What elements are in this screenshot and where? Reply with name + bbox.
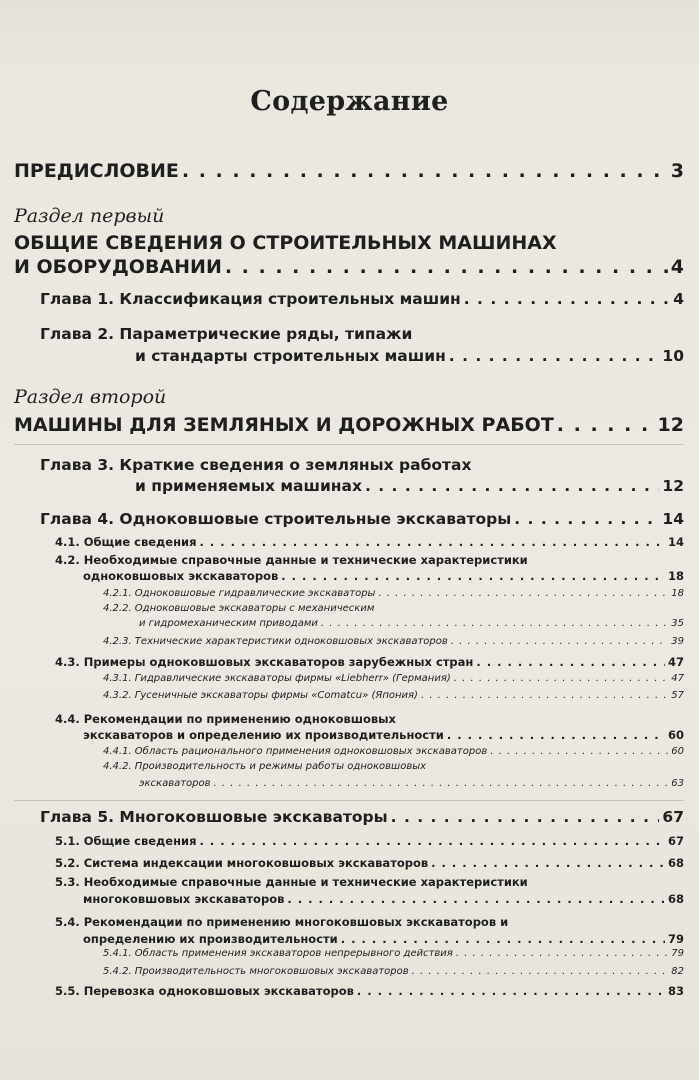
toc-entry-text: экскаваторов и определению их производительности <box>83 728 444 742</box>
toc-entry-section-5-1 <box>55 834 684 848</box>
toc-entry-text: 4.3. Примеры одноковшовых экскаваторов зарубежных стран <box>55 655 474 669</box>
part-label: Раздел второй <box>14 386 167 408</box>
toc-entry-text: Глава 1. Классификация строительных машин <box>40 290 461 308</box>
part-title-line: ОБЩИЕ СВЕДЕНИЯ О СТРОИТЕЛЬНЫХ МАШИНАХ <box>14 232 557 254</box>
divider <box>14 800 684 801</box>
subsection-title-line: 4.4.2. Производительность и режимы работы одноковшовых <box>103 761 427 772</box>
leader-dots <box>454 673 669 684</box>
toc-page-number: 57 <box>671 690 684 701</box>
toc-entry-subsection-4-3-2 <box>103 690 684 701</box>
toc-entry-subsection-4-4-2 <box>139 778 684 789</box>
toc-page-number: 68 <box>667 892 684 906</box>
toc-entry-subsection-5-4-2 <box>103 966 684 977</box>
toc-entry-section-5-3 <box>83 892 684 906</box>
toc-entry-chapter-1 <box>40 290 684 308</box>
leader-dots <box>421 690 668 701</box>
toc-entry-part1 <box>14 256 684 278</box>
toc-entry-subsection-4-3-1 <box>103 673 684 684</box>
leader-dots <box>451 636 668 647</box>
toc-entry-section-5-2 <box>55 856 684 870</box>
toc-page-number: 12 <box>662 477 684 495</box>
toc-entry-text: и стандарты строительных машин <box>135 347 446 365</box>
toc-page-number: 12 <box>657 414 684 436</box>
toc-entry-part2 <box>14 414 684 436</box>
leader-dots <box>200 834 665 848</box>
toc-page-number: 83 <box>667 984 684 998</box>
toc-entry-subsection-4-2-3 <box>103 636 684 647</box>
toc-page-number: 60 <box>671 746 684 757</box>
toc-entry-chapter-4 <box>40 510 684 528</box>
leader-dots <box>214 778 669 789</box>
toc-entry-subsection-4-4-1 <box>103 746 684 757</box>
leader-dots <box>456 948 668 959</box>
toc-entry-text: 4.3.1. Гидравлические экскаваторы фирмы «Liebherr» (Германия) <box>103 673 451 684</box>
leader-dots <box>182 160 668 182</box>
toc-page-number: 3 <box>670 160 684 182</box>
toc-entry-subsection-4-2-1 <box>103 588 684 599</box>
leader-dots <box>431 856 665 870</box>
toc-page-number: 67 <box>662 808 684 826</box>
toc-page-number: 79 <box>671 948 684 959</box>
leader-dots <box>476 655 665 669</box>
leader-dots <box>447 728 665 742</box>
toc-entry-text: и применяемых машинах <box>135 477 362 495</box>
toc-entry-subsection-4-2-2 <box>139 618 684 629</box>
toc-entry-text: Глава 5. Многоковшовые экскаваторы <box>40 808 388 826</box>
toc-entry-text: многоковшовых экскаваторов <box>83 892 285 906</box>
toc-entry-text: 5.4.1. Область применения экскаваторов непрерывного действия <box>103 948 453 959</box>
toc-page-number: 4 <box>670 256 684 278</box>
toc-entry-chapter-5 <box>40 808 684 826</box>
toc-page-number: 47 <box>671 673 684 684</box>
leader-dots <box>391 808 660 826</box>
toc-entry-subsection-5-4-1 <box>103 948 684 959</box>
leader-dots <box>281 569 665 583</box>
leader-dots <box>557 414 655 436</box>
toc-entry-text: 5.2. Система индексации многоковшовых экскаваторов <box>55 856 429 870</box>
toc-entry-text: 5.4.2. Производительность многоковшовых экскаваторов <box>103 966 409 977</box>
toc-page-number: 67 <box>667 834 684 848</box>
toc-entry-section-4-1 <box>55 535 684 549</box>
toc-page-number: 63 <box>671 778 684 789</box>
leader-dots <box>464 290 670 308</box>
leader-dots <box>341 932 665 946</box>
leader-dots <box>449 347 660 365</box>
toc-entry-chapter-3 <box>135 477 684 495</box>
leader-dots <box>200 535 665 549</box>
leader-dots <box>287 892 665 906</box>
toc-entry-section-4-3 <box>55 655 684 669</box>
subsection-title-line: 4.2.2. Одноковшовые экскаваторы с механическим <box>103 603 375 614</box>
toc-entry-section-5-4 <box>83 932 684 946</box>
chapter-title-line: Глава 2. Параметрические ряды, типажи <box>40 325 413 343</box>
toc-entry-text: И ОБОРУДОВАНИИ <box>14 256 222 278</box>
leader-dots <box>378 588 668 599</box>
toc-entry-chapter-2 <box>135 347 684 365</box>
toc-entry-text: 4.3.2. Гусеничные экскаваторы фирмы «Comatcu» (Япония) <box>103 690 418 701</box>
toc-entry-text: 5.5. Перевозка одноковшовых экскаваторов <box>55 984 354 998</box>
toc-entry-section-5-5 <box>55 984 684 998</box>
toc-page-number: 60 <box>667 728 684 742</box>
toc-entry-section-4-2 <box>83 569 684 583</box>
section-title-line: 4.2. Необходимые справочные данные и технические характеристики <box>55 553 528 567</box>
toc-entry-section-4-4 <box>83 728 684 742</box>
toc-entry-text: 4.2.3. Технические характеристики одноковшовых экскаваторов <box>103 636 448 647</box>
leader-dots <box>412 966 669 977</box>
toc-entry-text: 4.1. Общие сведения <box>55 535 197 549</box>
section-title-line: 4.4. Рекомендации по применению одноковшовых <box>55 712 396 726</box>
toc-entry-text: 5.1. Общие сведения <box>55 834 197 848</box>
toc-entry-text: определению их производительности <box>83 932 338 946</box>
toc-page-number: 14 <box>667 535 684 549</box>
toc-entry-text: Глава 4. Одноковшовые строительные экскаваторы <box>40 510 512 528</box>
toc-page-number: 68 <box>667 856 684 870</box>
chapter-title-line: Глава 3. Краткие сведения о земляных работах <box>40 456 472 474</box>
toc-page-number: 79 <box>667 932 684 946</box>
toc-page-number: 10 <box>662 347 684 365</box>
toc-entry-text: одноковшовых экскаваторов <box>83 569 279 583</box>
toc-page-number: 82 <box>671 966 684 977</box>
toc-page-number: 39 <box>671 636 684 647</box>
toc-page-number: 18 <box>667 569 684 583</box>
toc-entry-text: 4.2.1. Одноковшовые гидравлические экскаваторы <box>103 588 376 599</box>
leader-dots <box>365 477 659 495</box>
toc-page-number: 4 <box>673 290 684 308</box>
toc-entry-text: и гидромеханическим приводами <box>139 618 318 629</box>
leader-dots <box>225 256 668 278</box>
toc-entry-text: 4.4.1. Область рационального применения одноковшовых экскаваторов <box>103 746 488 757</box>
toc-entry-text: ПРЕДИСЛОВИЕ <box>14 160 179 182</box>
leader-dots <box>357 984 665 998</box>
leader-dots <box>321 618 668 629</box>
toc-entry-text: МАШИНЫ ДЛЯ ЗЕМЛЯНЫХ И ДОРОЖНЫХ РАБОТ <box>14 414 554 436</box>
toc-entry-text: экскаваторов <box>139 778 211 789</box>
leader-dots <box>514 510 659 528</box>
divider <box>14 444 684 445</box>
toc-page-number: 18 <box>671 588 684 599</box>
toc-page-number: 14 <box>662 510 684 528</box>
part-label: Раздел первый <box>14 205 165 227</box>
toc-page-number: 47 <box>667 655 684 669</box>
toc-entry-preface <box>14 160 684 182</box>
section-title-line: 5.3. Необходимые справочные данные и технические характеристики <box>55 875 528 889</box>
page-title: Содержание <box>250 86 449 117</box>
toc-page-number: 35 <box>671 618 684 629</box>
leader-dots <box>490 746 668 757</box>
section-title-line: 5.4. Рекомендации по применению многоковшовых экскаваторов и <box>55 915 509 929</box>
